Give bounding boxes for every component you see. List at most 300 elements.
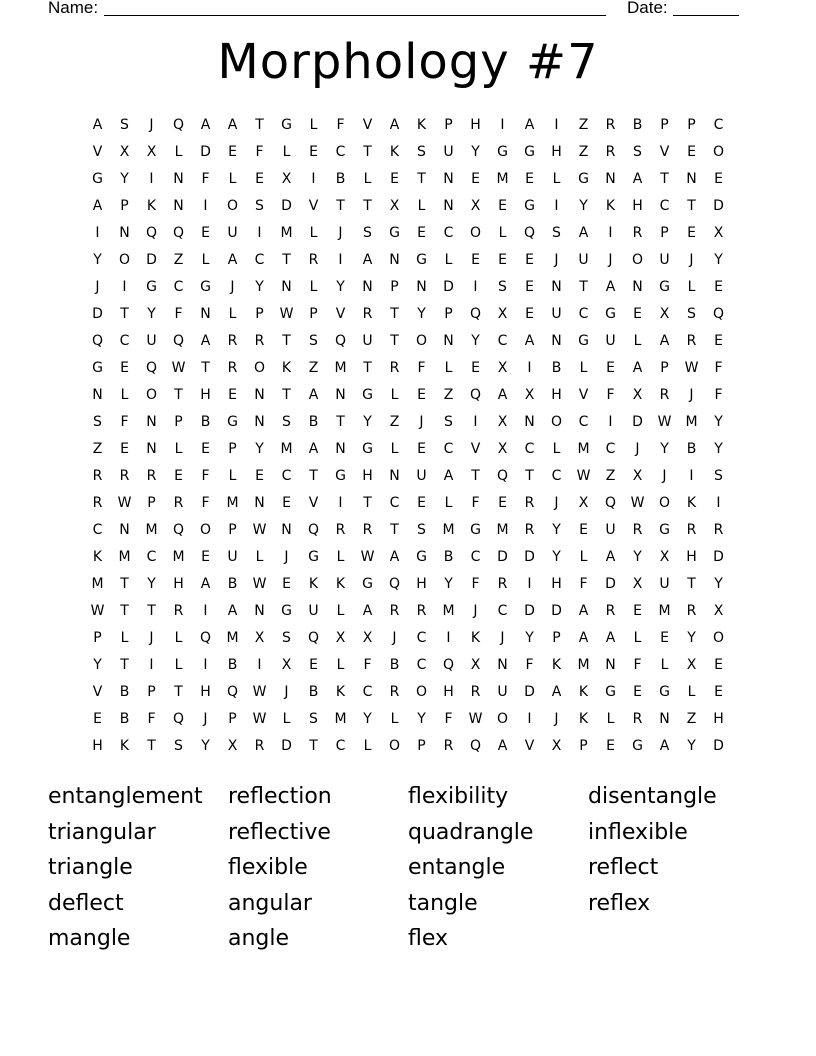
grid-letter[interactable]: A — [308, 387, 319, 403]
grid-letter[interactable]: G — [470, 522, 481, 538]
grid-letter[interactable]: N — [119, 522, 130, 538]
grid-letter[interactable]: L — [309, 117, 318, 133]
grid-letter[interactable]: N — [200, 306, 211, 322]
grid-letter[interactable]: I — [446, 630, 451, 646]
grid-letter[interactable]: G — [659, 522, 670, 538]
grid-letter[interactable]: A — [578, 225, 589, 241]
grid-letter[interactable]: C — [713, 117, 724, 133]
grid-letter[interactable]: V — [524, 738, 535, 754]
grid-letter[interactable]: F — [633, 657, 642, 673]
grid-letter[interactable]: B — [119, 684, 130, 700]
grid-letter[interactable]: E — [228, 387, 237, 403]
grid-letter[interactable]: J — [473, 603, 478, 619]
grid-letter[interactable]: C — [578, 306, 589, 322]
grid-letter[interactable]: R — [92, 495, 103, 511]
grid-letter[interactable]: Y — [714, 414, 723, 430]
grid-letter[interactable]: A — [92, 117, 103, 133]
grid-letter[interactable]: V — [470, 441, 481, 457]
grid-letter[interactable]: R — [119, 468, 130, 484]
grid-letter[interactable]: B — [551, 360, 562, 376]
grid-letter[interactable]: Y — [633, 549, 642, 565]
grid-letter[interactable]: O — [469, 225, 482, 241]
grid-letter[interactable]: N — [632, 279, 643, 295]
grid-letter[interactable]: M — [577, 441, 590, 457]
grid-letter[interactable]: I — [608, 225, 613, 241]
grid-letter[interactable]: L — [120, 387, 129, 403]
grid-letter[interactable]: Y — [417, 711, 426, 727]
grid-letter[interactable]: E — [714, 333, 723, 349]
grid-letter[interactable]: E — [687, 225, 696, 241]
grid-letter[interactable]: T — [660, 171, 669, 187]
grid-letter[interactable]: M — [442, 522, 455, 538]
grid-letter[interactable]: U — [443, 144, 454, 160]
grid-letter[interactable]: I — [95, 225, 100, 241]
grid-letter[interactable]: N — [389, 252, 400, 268]
grid-letter[interactable]: R — [686, 603, 697, 619]
grid-letter[interactable]: X — [578, 495, 589, 511]
grid-letter[interactable]: T — [363, 198, 372, 214]
grid-letter[interactable]: K — [551, 657, 562, 673]
grid-letter[interactable]: X — [497, 360, 508, 376]
grid-letter[interactable]: E — [417, 441, 426, 457]
grid-letter[interactable]: L — [444, 360, 453, 376]
grid-letter[interactable]: F — [336, 117, 345, 133]
grid-letter[interactable]: E — [471, 171, 480, 187]
date-field-line[interactable] — [673, 0, 739, 16]
grid-letter[interactable]: Q — [469, 306, 482, 322]
grid-letter[interactable]: C — [173, 279, 184, 295]
grid-letter[interactable]: U — [227, 225, 238, 241]
grid-letter[interactable]: I — [149, 657, 154, 673]
grid-letter[interactable]: Z — [443, 387, 454, 403]
grid-letter[interactable]: M — [334, 360, 347, 376]
grid-letter[interactable]: G — [605, 684, 616, 700]
grid-letter[interactable]: R — [605, 144, 616, 160]
grid-letter[interactable]: E — [201, 441, 210, 457]
grid-letter[interactable]: I — [527, 360, 532, 376]
grid-letter[interactable]: H — [551, 387, 562, 403]
grid-letter[interactable]: E — [660, 630, 669, 646]
grid-letter[interactable]: B — [308, 414, 319, 430]
grid-letter[interactable]: W — [252, 576, 267, 592]
grid-letter[interactable]: U — [308, 603, 319, 619]
grid-letter[interactable]: A — [227, 117, 238, 133]
grid-letter[interactable]: R — [362, 522, 373, 538]
grid-letter[interactable]: C — [578, 414, 589, 430]
grid-letter[interactable]: D — [92, 306, 103, 322]
grid-letter[interactable]: X — [497, 441, 508, 457]
grid-letter[interactable]: A — [605, 279, 616, 295]
grid-letter[interactable]: J — [230, 279, 235, 295]
grid-letter[interactable]: P — [444, 306, 453, 322]
grid-letter[interactable]: Z — [578, 144, 589, 160]
grid-letter[interactable]: Q — [334, 333, 347, 349]
grid-letter[interactable]: L — [336, 549, 345, 565]
grid-letter[interactable]: R — [632, 225, 643, 241]
grid-letter[interactable]: L — [228, 468, 237, 484]
grid-letter[interactable]: U — [659, 576, 670, 592]
grid-letter[interactable]: S — [417, 144, 426, 160]
grid-letter[interactable]: D — [443, 279, 454, 295]
grid-letter[interactable]: D — [524, 549, 535, 565]
grid-letter[interactable]: X — [497, 414, 508, 430]
grid-letter[interactable]: O — [658, 495, 671, 511]
grid-letter[interactable]: F — [201, 171, 210, 187]
grid-letter[interactable]: H — [200, 684, 211, 700]
grid-letter[interactable]: U — [497, 684, 508, 700]
grid-letter[interactable]: K — [146, 198, 157, 214]
grid-letter[interactable]: N — [281, 279, 292, 295]
grid-letter[interactable]: X — [335, 630, 346, 646]
grid-letter[interactable]: U — [605, 522, 616, 538]
grid-letter[interactable]: H — [713, 711, 724, 727]
grid-letter[interactable]: Q — [469, 738, 482, 754]
grid-letter[interactable]: L — [633, 630, 642, 646]
grid-letter[interactable]: Y — [714, 252, 723, 268]
grid-letter[interactable]: V — [92, 144, 103, 160]
grid-letter[interactable]: F — [579, 576, 588, 592]
grid-letter[interactable]: C — [497, 603, 508, 619]
grid-letter[interactable]: W — [279, 306, 294, 322]
grid-letter[interactable]: Y — [525, 630, 534, 646]
grid-letter[interactable]: T — [255, 117, 264, 133]
grid-letter[interactable]: E — [633, 603, 642, 619]
grid-letter[interactable]: F — [606, 387, 615, 403]
grid-letter[interactable]: L — [444, 495, 453, 511]
grid-letter[interactable]: G — [200, 279, 211, 295]
grid-letter[interactable]: T — [363, 360, 372, 376]
grid-letter[interactable]: N — [254, 387, 265, 403]
grid-letter[interactable]: R — [254, 333, 265, 349]
grid-letter[interactable]: Y — [93, 252, 102, 268]
grid-letter[interactable]: C — [605, 441, 616, 457]
grid-letter[interactable]: O — [415, 333, 428, 349]
grid-letter[interactable]: E — [498, 495, 507, 511]
grid-letter[interactable]: K — [119, 738, 130, 754]
grid-letter[interactable]: Y — [471, 333, 480, 349]
grid-letter[interactable]: G — [605, 306, 616, 322]
grid-letter[interactable]: R — [362, 306, 373, 322]
grid-letter[interactable]: N — [335, 441, 346, 457]
grid-letter[interactable]: Y — [147, 576, 156, 592]
grid-letter[interactable]: E — [714, 657, 723, 673]
grid-letter[interactable]: K — [308, 576, 319, 592]
grid-letter[interactable]: J — [608, 252, 613, 268]
grid-letter[interactable]: N — [443, 333, 454, 349]
grid-letter[interactable]: T — [120, 576, 129, 592]
grid-letter[interactable]: C — [92, 522, 103, 538]
grid-letter[interactable]: S — [687, 306, 696, 322]
grid-letter[interactable]: E — [255, 171, 264, 187]
grid-letter[interactable]: C — [524, 441, 535, 457]
grid-letter[interactable]: T — [282, 252, 291, 268]
grid-letter[interactable]: S — [417, 522, 426, 538]
grid-letter[interactable]: J — [338, 225, 343, 241]
grid-letter[interactable]: N — [497, 657, 508, 673]
grid-letter[interactable]: M — [172, 549, 185, 565]
grid-letter[interactable]: G — [362, 576, 373, 592]
grid-letter[interactable]: R — [524, 522, 535, 538]
grid-letter[interactable]: L — [282, 144, 291, 160]
grid-letter[interactable]: C — [470, 549, 481, 565]
grid-letter[interactable]: C — [416, 657, 427, 673]
name-field-line[interactable] — [104, 0, 606, 16]
grid-letter[interactable]: I — [527, 711, 532, 727]
grid-letter[interactable]: E — [579, 522, 588, 538]
grid-letter[interactable]: A — [605, 630, 616, 646]
grid-letter[interactable]: G — [362, 387, 373, 403]
grid-letter[interactable]: Z — [389, 414, 400, 430]
grid-letter[interactable]: L — [687, 279, 696, 295]
grid-letter[interactable]: T — [147, 603, 156, 619]
grid-letter[interactable]: F — [471, 576, 480, 592]
grid-letter[interactable]: W — [576, 468, 591, 484]
grid-letter[interactable]: X — [659, 549, 670, 565]
grid-letter[interactable]: M — [496, 171, 509, 187]
grid-letter[interactable]: N — [173, 198, 184, 214]
grid-letter[interactable]: N — [605, 171, 616, 187]
grid-letter[interactable]: Y — [579, 198, 588, 214]
grid-letter[interactable]: R — [632, 522, 643, 538]
grid-letter[interactable]: G — [659, 279, 670, 295]
grid-letter[interactable]: T — [336, 198, 345, 214]
grid-letter[interactable]: D — [497, 549, 508, 565]
grid-letter[interactable]: N — [389, 468, 400, 484]
grid-letter[interactable]: A — [632, 171, 643, 187]
grid-letter[interactable]: Q — [145, 225, 158, 241]
grid-letter[interactable]: F — [201, 468, 210, 484]
grid-letter[interactable]: H — [416, 576, 427, 592]
grid-letter[interactable]: T — [282, 387, 291, 403]
grid-letter[interactable]: U — [227, 549, 238, 565]
grid-letter[interactable]: X — [470, 657, 481, 673]
grid-letter[interactable]: E — [606, 360, 615, 376]
grid-letter[interactable]: Y — [471, 144, 480, 160]
grid-letter[interactable]: R — [389, 360, 400, 376]
grid-letter[interactable]: M — [685, 414, 698, 430]
grid-letter[interactable]: D — [200, 144, 211, 160]
grid-letter[interactable]: W — [117, 495, 132, 511]
grid-letter[interactable]: X — [524, 387, 535, 403]
grid-letter[interactable]: V — [308, 495, 319, 511]
grid-letter[interactable]: E — [201, 225, 210, 241]
grid-letter[interactable]: A — [362, 603, 373, 619]
grid-letter[interactable]: E — [525, 306, 534, 322]
grid-letter[interactable]: R — [308, 252, 319, 268]
grid-letter[interactable]: U — [578, 252, 589, 268]
grid-letter[interactable]: K — [686, 495, 697, 511]
grid-letter[interactable]: T — [336, 414, 345, 430]
grid-letter[interactable]: Y — [336, 279, 345, 295]
grid-letter[interactable]: N — [281, 522, 292, 538]
grid-letter[interactable]: R — [146, 468, 157, 484]
grid-letter[interactable]: G — [362, 441, 373, 457]
grid-letter[interactable]: G — [659, 684, 670, 700]
grid-letter[interactable]: J — [149, 117, 154, 133]
grid-letter[interactable]: T — [687, 198, 696, 214]
grid-letter[interactable]: Q — [91, 333, 104, 349]
grid-letter[interactable]: I — [554, 117, 559, 133]
grid-letter[interactable]: L — [363, 171, 372, 187]
grid-letter[interactable]: B — [119, 711, 130, 727]
grid-letter[interactable]: F — [363, 657, 372, 673]
grid-letter[interactable]: K — [335, 576, 346, 592]
grid-letter[interactable]: T — [309, 738, 318, 754]
grid-letter[interactable]: I — [527, 576, 532, 592]
grid-letter[interactable]: C — [362, 684, 373, 700]
grid-letter[interactable]: R — [686, 522, 697, 538]
grid-letter[interactable]: L — [390, 387, 399, 403]
grid-letter[interactable]: H — [632, 198, 643, 214]
grid-letter[interactable]: R — [416, 603, 427, 619]
grid-letter[interactable]: Q — [442, 657, 455, 673]
grid-letter[interactable]: W — [657, 414, 672, 430]
grid-letter[interactable]: A — [227, 252, 238, 268]
grid-letter[interactable]: H — [173, 576, 184, 592]
grid-letter[interactable]: G — [308, 549, 319, 565]
grid-letter[interactable]: Q — [469, 387, 482, 403]
grid-letter[interactable]: N — [524, 414, 535, 430]
grid-letter[interactable]: P — [228, 441, 237, 457]
grid-letter[interactable]: B — [686, 441, 697, 457]
grid-letter[interactable]: C — [146, 549, 157, 565]
grid-letter[interactable]: R — [227, 360, 238, 376]
grid-letter[interactable]: A — [524, 333, 535, 349]
grid-letter[interactable]: X — [146, 144, 157, 160]
grid-letter[interactable]: M — [334, 711, 347, 727]
grid-letter[interactable]: L — [336, 657, 345, 673]
grid-letter[interactable]: S — [282, 630, 291, 646]
grid-letter[interactable]: M — [280, 225, 293, 241]
grid-letter[interactable]: C — [659, 198, 670, 214]
grid-letter[interactable]: C — [443, 441, 454, 457]
grid-letter[interactable]: S — [714, 468, 723, 484]
grid-letter[interactable]: P — [579, 738, 588, 754]
grid-letter[interactable]: Q — [172, 333, 185, 349]
grid-letter[interactable]: A — [200, 333, 211, 349]
grid-letter[interactable]: M — [226, 630, 239, 646]
grid-letter[interactable]: L — [687, 684, 696, 700]
grid-letter[interactable]: R — [524, 495, 535, 511]
grid-letter[interactable]: N — [335, 387, 346, 403]
grid-letter[interactable]: L — [309, 279, 318, 295]
grid-letter[interactable]: S — [633, 144, 642, 160]
grid-letter[interactable]: D — [146, 252, 157, 268]
grid-letter[interactable]: A — [578, 630, 589, 646]
grid-letter[interactable]: L — [201, 252, 210, 268]
grid-letter[interactable]: J — [554, 495, 559, 511]
grid-letter[interactable]: G — [524, 144, 535, 160]
grid-letter[interactable]: V — [362, 117, 373, 133]
grid-letter[interactable]: M — [226, 495, 239, 511]
grid-letter[interactable]: P — [228, 522, 237, 538]
grid-letter[interactable]: R — [389, 603, 400, 619]
grid-letter[interactable]: M — [577, 657, 590, 673]
grid-letter[interactable]: T — [417, 171, 426, 187]
grid-letter[interactable]: L — [174, 144, 183, 160]
grid-letter[interactable]: Y — [687, 738, 696, 754]
grid-letter[interactable]: K — [416, 117, 427, 133]
grid-letter[interactable]: R — [335, 522, 346, 538]
grid-letter[interactable]: R — [659, 387, 670, 403]
grid-letter[interactable]: J — [203, 711, 208, 727]
grid-letter[interactable]: L — [363, 738, 372, 754]
grid-letter[interactable]: E — [687, 144, 696, 160]
grid-letter[interactable]: I — [311, 171, 316, 187]
grid-letter[interactable]: N — [551, 279, 562, 295]
grid-letter[interactable]: A — [551, 684, 562, 700]
grid-letter[interactable]: A — [92, 198, 103, 214]
grid-letter[interactable]: R — [92, 468, 103, 484]
grid-letter[interactable]: N — [605, 657, 616, 673]
grid-letter[interactable]: B — [335, 171, 346, 187]
grid-letter[interactable]: Q — [307, 522, 320, 538]
grid-letter[interactable]: L — [552, 171, 561, 187]
grid-letter[interactable]: C — [551, 468, 562, 484]
grid-letter[interactable]: S — [552, 225, 561, 241]
grid-letter[interactable]: A — [497, 738, 508, 754]
grid-letter[interactable]: P — [417, 738, 426, 754]
grid-letter[interactable]: G — [416, 549, 427, 565]
grid-letter[interactable]: N — [146, 441, 157, 457]
grid-letter[interactable]: B — [308, 684, 319, 700]
grid-letter[interactable]: G — [632, 738, 643, 754]
grid-letter[interactable]: Y — [417, 306, 426, 322]
grid-letter[interactable]: M — [280, 441, 293, 457]
grid-letter[interactable]: L — [282, 711, 291, 727]
grid-letter[interactable]: E — [471, 252, 480, 268]
grid-letter[interactable]: L — [498, 225, 507, 241]
grid-letter[interactable]: W — [252, 684, 267, 700]
grid-letter[interactable]: C — [335, 738, 346, 754]
grid-letter[interactable]: J — [662, 468, 667, 484]
grid-letter[interactable]: I — [149, 171, 154, 187]
grid-letter[interactable]: N — [551, 333, 562, 349]
grid-letter[interactable]: P — [660, 117, 669, 133]
grid-letter[interactable]: C — [416, 630, 427, 646]
grid-letter[interactable]: N — [254, 603, 265, 619]
grid-letter[interactable]: E — [498, 198, 507, 214]
grid-letter[interactable]: S — [309, 711, 318, 727]
grid-letter[interactable]: C — [443, 225, 454, 241]
grid-letter[interactable]: I — [257, 657, 262, 673]
grid-letter[interactable]: N — [173, 171, 184, 187]
grid-letter[interactable]: S — [498, 279, 507, 295]
grid-letter[interactable]: F — [714, 360, 723, 376]
grid-letter[interactable]: Y — [201, 738, 210, 754]
grid-letter[interactable]: I — [203, 198, 208, 214]
grid-letter[interactable]: N — [443, 171, 454, 187]
grid-letter[interactable]: L — [660, 657, 669, 673]
grid-letter[interactable]: V — [92, 684, 103, 700]
grid-letter[interactable]: A — [362, 252, 373, 268]
grid-letter[interactable]: H — [686, 549, 697, 565]
grid-letter[interactable]: R — [173, 495, 184, 511]
grid-letter[interactable]: F — [255, 144, 264, 160]
grid-letter[interactable]: Q — [226, 684, 239, 700]
grid-letter[interactable]: W — [171, 360, 186, 376]
grid-letter[interactable]: L — [255, 549, 264, 565]
grid-letter[interactable]: L — [552, 441, 561, 457]
grid-letter[interactable]: O — [415, 684, 428, 700]
grid-letter[interactable]: I — [203, 657, 208, 673]
grid-letter[interactable]: R — [605, 603, 616, 619]
grid-letter[interactable]: H — [200, 387, 211, 403]
grid-letter[interactable]: G — [92, 360, 103, 376]
grid-letter[interactable]: Y — [660, 441, 669, 457]
grid-letter[interactable]: X — [632, 387, 643, 403]
grid-letter[interactable]: X — [470, 198, 481, 214]
